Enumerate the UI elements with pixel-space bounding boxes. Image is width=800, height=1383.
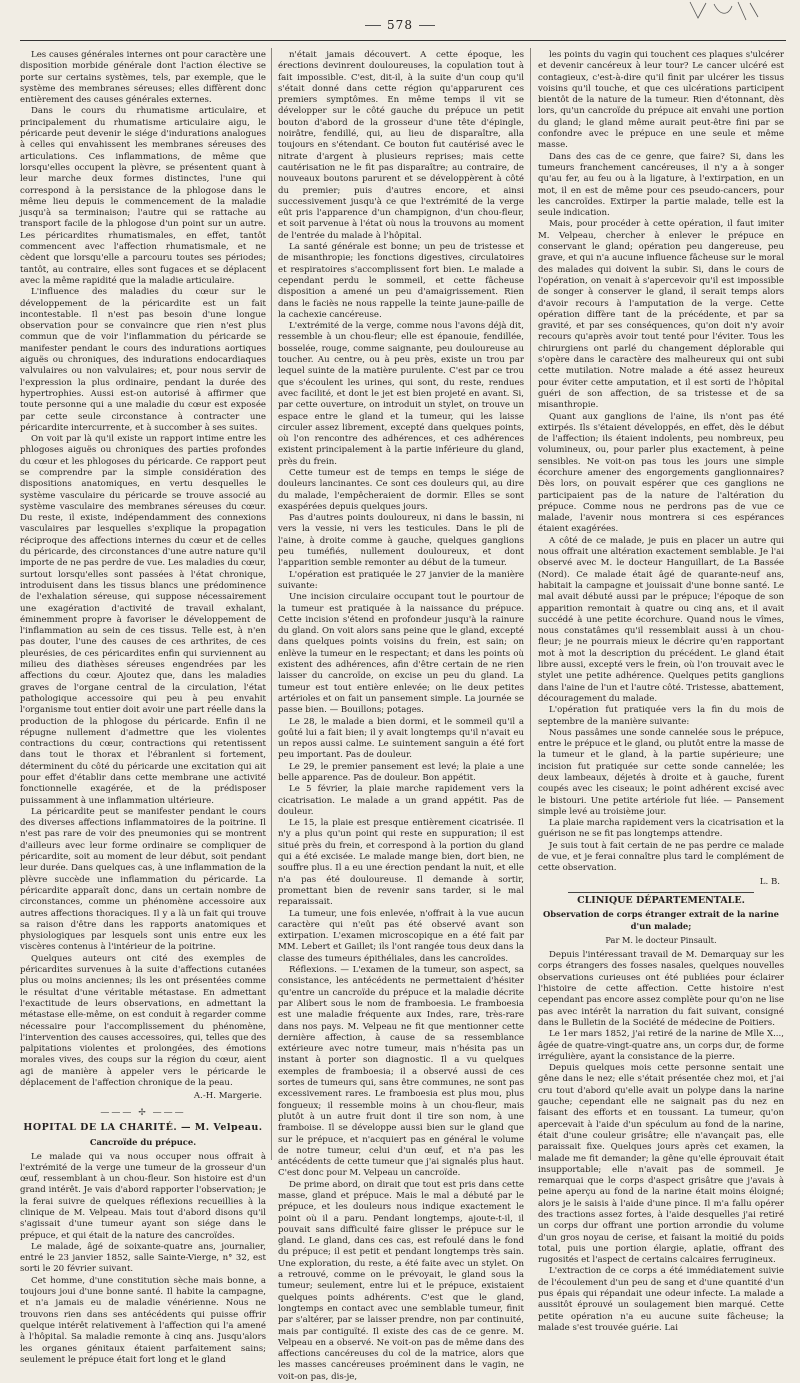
paragraph: L'opération fut pratiquée vers la fin du mois de septembre de la manière suivante: (538, 705, 784, 727)
column-divider (530, 48, 531, 1160)
paragraph: Le malade, âgé de soixante-quatre ans, journalier, entré le 23 janvier 1852, salle Sainte-Vierge, n° 32, est sorti le 20 février suivant. (20, 1241, 266, 1275)
paragraph: Cette tumeur est de temps en temps le siége de douleurs lancinantes. Ce sont ces douleurs qui, au dire du malade, l'empêcheraient de dormir. Elles se sont exaspérées depuis quelques jours. (278, 467, 524, 512)
column-1 (20, 50, 267, 1365)
section-subheading: Observation de corps étranger extrait de la narine d'un malade; (542, 909, 779, 931)
paragraph: Le 1er mars 1852, j'ai retiré de la narine de Mlle X..., âgée de quatre-vingt-quatre ans, un corps dur, de forme irrégulière, ayant la consistance de la pierre. (538, 1029, 784, 1062)
paragraph: Les causes générales internes ont pour caractère une disposition morbide générale dont l'action élective se porte sur certains systèmes, tels, par exemple, que le système des membranes séreuses; elles diffèrent donc entièrement des causes générales externes. (20, 50, 266, 106)
header-rule (20, 40, 786, 41)
paragraph: Réflexions. — L'examen de la tumeur, son aspect, sa consistance, les antécédents ne permettaient d'hésiter qu'entre un cancroïde du prépuce et la maladie décrite par Alibert sous le nom de framboesia. Le framboesia est une maladie fréquente aux Indes, rare, très-rare dans nos pays. M. Velpeau ne fit que mentionner cette dernière affection, à cause de sa ressemblance extérieure avec notre tumeur, mais n'hésita pas un instant à porter son diagnostic. Il a vu quelques exemples de framboesia; il a observé aussi de ces sortes de tumeurs qui, sans être communes, ne sont pas excessivement rares. Le framboesia est plus mou, plus fongueux; il ressemble moins à un chou-fleur, mais plutôt à un autre fruit dont il tire son nom, à une framboise. Il se développe aussi bien sur le gland que sur le prépuce, et n'acquiert pas en général le volume de notre tumeur, celui d'un œuf, et n'a pas les antécédents de cette tumeur que j'ai signalés plus haut. C'est donc pour M. Velpeau un cancroïde. (278, 965, 524, 1179)
section-heading: HOPITAL DE LA CHARITÉ. — M. Velpeau. (23, 1121, 263, 1133)
paragraph: Dans le cours du rhumatisme articulaire, et principalement du rhumatisme articulaire aigu, le péricarde peut devenir le siége d'indurations analogues à celles qui envahissent les membranes séreuses des articulations. Ces inflammations, de même que lorsqu'elles occupent la plèvre, se présentent quant à leur marche deux formes distinctes, l'une qui correspond à la persistance de la phlogose dans le même lieu depuis le commencement de la maladie jusqu'à sa terminaison; l'autre qui se rattache au transport facile de la phlogose d'un point sur un autre. Les péricardites rhumatismales, en effet, tantôt commencent avec l'affection rhumatismale, et ne cèdent que lorsqu'elle a parcouru toutes ses périodes; tantôt, au contraire, elles sont fugaces et se déplacent avec la même rapidité que la maladie articulaire. (20, 106, 266, 286)
paragraph: Quant aux ganglions de l'aine, ils n'ont pas été extirpés. Ils s'étaient développés, en effet, dès le début de l'affection; ils étaient indolents, peu nombreux, peu volumineux, ou, pour parler plus exactement, à peine sensibles. Ne voit-on pas tous les jours une simple écorchure amener des engorgements ganglionnaires? Dès lors, on pouvait espérer que ces ganglions ne participaient pas de la nature de l'altération du prépuce. Comme nous ne perdrons pas de vue ce malade, l'avenir nous montrera si ces espérances étaient exagérées. (538, 411, 784, 535)
paragraph: Une incision circulaire occupant tout le pourtour de la tumeur est pratiquée à la naissance du prépuce. Cette incision s'étend en profondeur jusqu'à la rainure du gland. On voit alors sans peine que le gland, excepté dans quelques points voisins du frein, est sain; on enlève la tumeur en le respectant; et dans les points où existent des adhérences, afin d'être certain de ne rien laisser du cancroïde, on excise un peu du gland. La tumeur est tout entière enlevée; on lie deux petites artérioles et on fait un pansement simple. La journée se passe bien. — Bouillons; potages. (278, 592, 524, 716)
paragraph: L'extrémité de la verge, comme nous l'avons déjà dit, ressemble à un chou-fleur; elle est épanouie, fendillée, bosselée, rouge, comme saignante, peu douloureuse au toucher. Au centre, ou à peu près, existe un trou par lequel suinte de la matière purulente. C'est par ce trou que s'écoulent les urines, qui sont, du reste, rendues avec facilité, et dont le jet est bien projeté en avant. Si, par cette ouverture, on introduit un stylet, on trouve un espace entre le gland et la tumeur, qui les laisse circuler assez librement, excepté dans quelques points, où l'on rencontre des adhérences, et ces adhérences existent principalement à la partie inférieure du gland, près du frein. (278, 321, 524, 467)
column-3 (538, 50, 784, 1333)
paragraph: Cet homme, d'une constitution sèche mais bonne, a toujours joui d'une bonne santé. Il habite la campagne, et n'a jamais eu de maladie vénérienne. Nous ne trouvons rien dans ses antécédents qui puisse offrir quelque intérêt relativement à l'affection qui l'a amené à l'hôpital. Sa maladie remonte à cinq ans. Jusqu'alors les organes génitaux étaient parfaitement sains; seulement le prépuce était fort long et le gland (20, 1275, 266, 1365)
paragraph: Mais, pour procéder à cette opération, il faut imiter M. Velpeau, chercher à enlever le prépuce en conservant le gland; opération peu dangereuse, peu grave, et qui n'a aucune influence fâcheuse sur le moral des malades qui doivent la subir. Si, dans le cours de l'opération, on venait à s'apercevoir qu'il est impossible de songer à conserver le gland, il serait temps alors d'avoir recours à l'amputation de la verge. Cette opération diffère tant de la précédente, et par sa gravité, et par ses conséquences, qu'on doit n'y avoir recours qu'après avoir tout tenté pour l'éviter. Tous les chirurgiens ont parlé du changement déplorable qui s'opère dans le caractère des malheureux qui ont subi cette mutilation. Notre malade a été assez heureux pour éviter cette amputation, et il est sorti de l'hôpital guéri de son affection, de sa tristesse et de sa misanthropie. (538, 219, 784, 411)
paragraph: La tumeur, une fois enlevée, n'offrait à la vue aucun caractère qui n'eût pas été observé avant son extirpation. L'examen microscopique en a été fait par MM. Lebert et Gaillet; ils l'ont rangée tous deux dans la classe des tumeurs épithéliales, dans les cancroïdes. (278, 908, 524, 964)
paragraph: La péricardite peut se manifester pendant le cours des diverses affections inflammatoires de la poitrine. Il n'est pas rare de voir des pneumonies qui se montrent d'ailleurs avec leur forme ordinaire se compliquer de péricardite, soit au moment de leur début, soit pendant leur durée. Dans quelques cas, à une inflammation de la plèvre succède une inflammation du péricarde. La péricardite apparaît donc, dans un certain nombre de circonstances, comme un phénomène accessoire aux autres affections thoraciques. Il y a là un fait qui trouve sa raison d'être dans les rapports anatomiques et physiologiques par lesquels sont unis entre eux les viscères contenus à l'intérieur de la poitrine. (20, 806, 266, 953)
section-rule (568, 892, 754, 893)
paragraph: Dans des cas de ce genre, que faire? Si, dans les tumeurs franchement cancéreuses, il n'y a à songer qu'au fer, au feu ou à la ligature, à l'extirpation, en un mot, il en est de même pour ces pseudo-cancers, pour les cancroïdes. Extirper la partie malade, telle est la seule indication. (538, 151, 784, 219)
paragraph: Pas d'autres points douloureux, ni dans le bassin, ni vers la vessie, ni vers les testicules. Dans le pli de l'aine, à droite comme à gauche, quelques ganglions peu tuméfiés, nullement douloureux, et dont l'apparition semble remonter au début de la tumeur. (278, 513, 524, 569)
paragraph: A côté de ce malade, je puis en placer un autre qui nous offrait une altération exactement semblable. Je l'ai observé avec M. le docteur Hanguillart, de La Bassée (Nord). Ce malade était âgé de quarante-neuf ans, habitait la campagne et jouissait d'une bonne santé. Le mal avait débuté aussi par le prépuce; l'époque de son apparition remontait à quatre ou cinq ans, et il avait succédé à une petite écorchure. Quand nous le vîmes, nous constatâmes qu'il ressemblait aussi à un chou-fleur; je ne pourrais mieux le décrire qu'en rapportant mot à mot la description du précédent. Le gland était libre aussi, excepté vers le frein, où l'on trouvait avec le stylet une petite adhérence. Quelques petits ganglions dans l'aine de l'un et l'autre côté. Tristesse, abattement, découragement du malade. (538, 535, 784, 704)
paragraph: Nous passâmes une sonde cannelée sous le prépuce, entre le prépuce et le gland, ou plutôt entre la masse de la tumeur et le gland, à la partie supérieure; une incision fut pratiquée sur cette sonde cannelée; les deux lambeaux, déjetés à droite et à gauche, furent coupés avec les ciseaux; le point adhérent excisé avec le bistouri. Une petite artériole fut liée. — Pansement simple levé au troisième jour. (538, 727, 784, 817)
paragraph: On voit par là qu'il existe un rapport intime entre les phlogoses aiguës ou chroniques des parties profondes du cœur et les phlogoses du péricarde. Ce rapport peut se comprendre par la simple considération des dispositions anatomiques, en vertu desquelles le système vasculaire du péricarde se trouve associé au système vasculaire des membranes séreuses du cœur. Du reste, il existe, indépendamment des connexions vasculaires par lesquelles s'explique la propagation réciproque des affections internes du cœur et de celles du péricarde, des circonstances d'une autre nature qu'il importe de ne pas perdre de vue. Les maladies du cœur, surtout lorsqu'elles sont passées à l'état chronique, introduisent dans les tissus blancs une prédominence de l'exhalation séreuse, qui suppose nécessairement une exagération d'activité de travail exhalant, éminemment propre à favoriser le développement de l'inflammation au sein de ces tissus. Telle est, à n'en pas douter, l'une des causes de ces arthrites, de ces pleurésies, de ces péricardites enfin qui surviennent au milieu des diathèses séreuses engendrées par les affections du cœur. Ajoutez que, dans les maladies graves de l'organe central de la circulation, l'état pathologique accessoire qui peu à peu envahit l'organisme tout entier doit avoir une part réelle dans la production de la phlogose du péricarde. Enfin il ne répugne nullement d'admettre que les violentes contractions du cœur, contractions qui retentissent dans tout le thorax et l'ébranlent si fortement, déterminent du côté du péricarde une excitation qui ait pour effet d'établir dans cette membrane une activité fonctionnelle exagérée, et de la prédisposer puissamment à une inflammation ultérieure. (20, 434, 266, 806)
paragraph: L'extraction de ce corps a été immédiatement suivie de l'écoulement d'un peu de sang et d'une quantité d'un pus épais qui répandait une odeur infecte. La malade a aussitôt éprouvé un soulagement bien marqué. Cette petite opération n'a eu aucune suite fâcheuse; la malade s'est trouvée guérie. Lai (538, 1266, 784, 1333)
paragraph: Le 28, le malade a bien dormi, et le sommeil qu'il a goûté lui a fait bien; il y avait longtemps qu'il n'avait eu un repos aussi calme. Le suintement sanguin a été fort peu important. Pas de douleur. (278, 716, 524, 761)
paragraph: Le 15, la plaie est presque entièrement cicatrisée. Il n'y a plus qu'un point qui reste en suppuration; il est situé près du frein, et correspond à la portion du gland qui a été excisée. Le malade mange bien, dort bien, ne souffre plus. Il a eu une érection pendant la nuit, et elle n'a pas été douloureuse. Il demande à sortir, promettant bien de revenir sans tarder, si le mal reparaissait. (278, 818, 524, 908)
paragraph: Depuis l'intéressant travail de M. Demarquay sur les corps étrangers des fosses nasales, quelques nouvelles observations curieuses ont été publiées pour éclairer l'histoire de cette affection. Cette histoire n'est cependant pas encore assez complète pour qu'on ne lise pas avec intérêt la narration du fait suivant, consigné dans le Bulletin de la Société de médecine de Poitiers. (538, 950, 784, 1028)
paragraph: La santé générale est bonne; un peu de tristesse et de misanthropie; les fonctions digestives, circulatoires et respiratoires s'accomplissent fort bien. Le malade a cependant perdu le sommeil, et cette fâcheuse disposition a amené un peu d'amaigrissement. Rien dans le faciès ne nous rappelle la teinte jaune-paille de la cachexie cancéreuse. (278, 242, 524, 320)
paragraph: Le 29, le premier pansement est levé; la plaie a une belle apparence. Pas de douleur. Bon appétit. (278, 761, 524, 783)
paragraph: les points du vagin qui touchent ces plaques s'ulcérer et devenir cancéreux à leur tour? Le cancer ulcéré est contagieux, c'est-à-dire qu'il finit par ulcérer les tissus voisins qu'il touche, et que ces ulcérations participent bientôt de la nature de la tumeur. Rien d'étonnant, dès lors, qu'un cancroïde du prépuce ait envahi une portion du gland; le gland même aurait peut-être fini par se confondre avec le prépuce en une seule et même masse. (538, 50, 784, 151)
page-number: 578 (0, 18, 800, 32)
section-heading: CLINIQUE DÉPARTEMENTALE. (577, 894, 745, 906)
paragraph: L'influence des maladies du cœur sur le développement de la péricardite est un fait incontestable. Il n'est pas besoin d'une longue observation pour se convaincre que rien n'est plus commun que de voir l'inflammation du péricarde se manifester pendant le cours des indurations aortiques aiguës ou chroniques, des indurations endocardiaques valvulaires ou non valvulaires; et, pour nous servir de l'expression la plus ordinaire, pendant la durée des hypertrophies. Aussi est-on autorisé à affirmer que toute personne qui a une maladie du cœur est exposée par cette seule circonstance à contracter une péricardite intercurrente, et à succomber à ses suites. (20, 287, 266, 433)
paragraph: Quelques auteurs ont cité des exemples de péricardites survenues à la suite d'affections cutanées plus ou moins anciennes; ils les ont présentées comme le résultat d'une véritable métastase. En admettant l'exactitude de leurs observations, en admettant la métastase elle-même, on est conduit à regarder comme nécessaire pour l'accomplissement du phénomène, l'intervention des causes accessoires, qui, telles que des palpitations violentes et prolongées, des émotions morales vives, des coups sur la région du cœur, aient agi de manière à appeler vers le péricarde le déplacement de l'affection chronique de la peau. (20, 953, 267, 1089)
paragraph: Je suis tout à fait certain de ne pas perdre ce malade de vue, et je ferai connaître plus tard le complément de cette observation. (538, 840, 784, 874)
paragraph: La plaie marcha rapidement vers la cicatrisation et la guérison ne se fit pas longtemps attendre. (538, 818, 784, 840)
section-subheading: Cancroïde du prépuce. (89, 1137, 197, 1148)
ornament-divider: ——— ✢ ——— (100, 1107, 186, 1118)
paragraph: De prime abord, on dirait que tout est pris dans cette masse, gland et prépuce. Mais le mal a débuté par le prépuce, et les douleurs nous indique exactement le point où il a paru. Pendant longtemps, ajoute-t-il, il pouvait sans difficulté faire glisser le prépuce sur le gland. Le gland, dans ces cas, est refoulé dans le fond du prépuce; il est petit et pendant longtemps très sain. Une exploration, du reste, a été faite avec un stylet. On a retrouvé, comme on le prévoyait, le gland sous la tumeur; seulement, entre lui et le prépuce, existaient quelques points adhérents. C'est que le gland, longtemps en contact avec une semblable tumeur, finit par s'altérer, par se laisser prendre, non par continuité, mais par contiguïté. Il existe des cas de ce genre. M. Velpeau en a observé. Ne voit-on pas de même dans des affections cancéreuses du col de la matrice, alors que les masses cancéreuses proéminent dans le vagin, ne voit-on pas, dis-je, (278, 1179, 524, 1382)
paragraph: Depuis quelques mois cette personne sentait une gêne dans le nez; elle s'était présentée chez moi, et j'ai cru tout d'abord qu'elle avait un polype dans la narine gauche; cependant elle ne saignait pas du nez en faisant des efforts et en toussant. La tumeur, qu'on apercevait à l'aide d'un spéculum au fond de la narine, était d'une couleur grisâtre; elle n'avançait pas, elle paraissait fixe. Quelques jours après cet examen, la malade me fit demander; la gêne qu'elle éprouvait était insupportable; elle n'avait pas de sommeil. Je remarquai que le corps d'aspect grisâtre que j'avais à peine aperçu au fond de la narine était moins éloigné; alors je le saisis à l'aide d'une pince. Il m'a fallu opérer des tractions assez fortes, à l'aide desquelles j'ai retiré un corps dur offrant une portion arrondie du volume d'un gros noyau de cerise, et faisant la moitié du poids total, puis une portion élargie, aplatie, offrant des rugosités et l'aspect de certains calcaires ferrugineux. (538, 1063, 784, 1266)
paragraph: Le 5 février, la plaie marche rapidement vers la cicatrisation. Le malade a un grand appétit. Pas de douleur. (278, 784, 524, 817)
article-author: Par M. le docteur Pinsault. (605, 934, 717, 945)
column-divider (271, 48, 272, 1160)
paragraph: Le malade qui va nous occuper nous offrait à l'extrémité de la verge une tumeur de la grosseur d'un œuf, ressemblant à un chou-fleur. Son histoire est d'un grand intérêt. Je vais d'abord rapporter l'observation; je la ferai suivre de quelques réflexions recueillies à la clinique de M. Velpeau. Mais tout d'abord disons qu'il s'agissait d'une tumeur ayant son siége dans le prépuce, et qui était de la nature des cancroïdes. (20, 1151, 266, 1241)
column-2 (278, 50, 524, 1382)
paragraph: L'opération est pratiquée le 27 janvier de la manière suivante: (278, 569, 524, 591)
author-signature: A.-H. Margerie. (193, 1091, 262, 1102)
paragraph: n'était jamais découvert. A cette époque, les érections devinrent douloureuses, la copulation tout à fait impossible. C'est, dit-il, à la suite d'un coup qu'il s'était donné dans cette région qu'apparurent ces premiers symptômes. En même temps il vit se développer sur le côté gauche du prépuce un petit bouton d'abord de la grosseur d'une tête d'épingle, noirâtre, fendillé, qui, au lieu de disparaître, alla toujours en s'étendant. Ce bouton fut cautérisé avec le nitrate d'argent à plusieurs reprises; mais cette cautérisation ne le fit pas disparaître; au contraire, de nouveaux boutons parurent et se développèrent à côté du premier; puis d'autres encore, et ainsi successivement jusqu'à ce que l'extrémité de la verge eût pris l'apparence d'un champignon, d'un chou-fleur, et soit parvenue à l'état où nous la trouvons au moment de l'entrée du malade à l'hôpital. (278, 50, 524, 241)
author-signature: L. B. (759, 876, 780, 887)
